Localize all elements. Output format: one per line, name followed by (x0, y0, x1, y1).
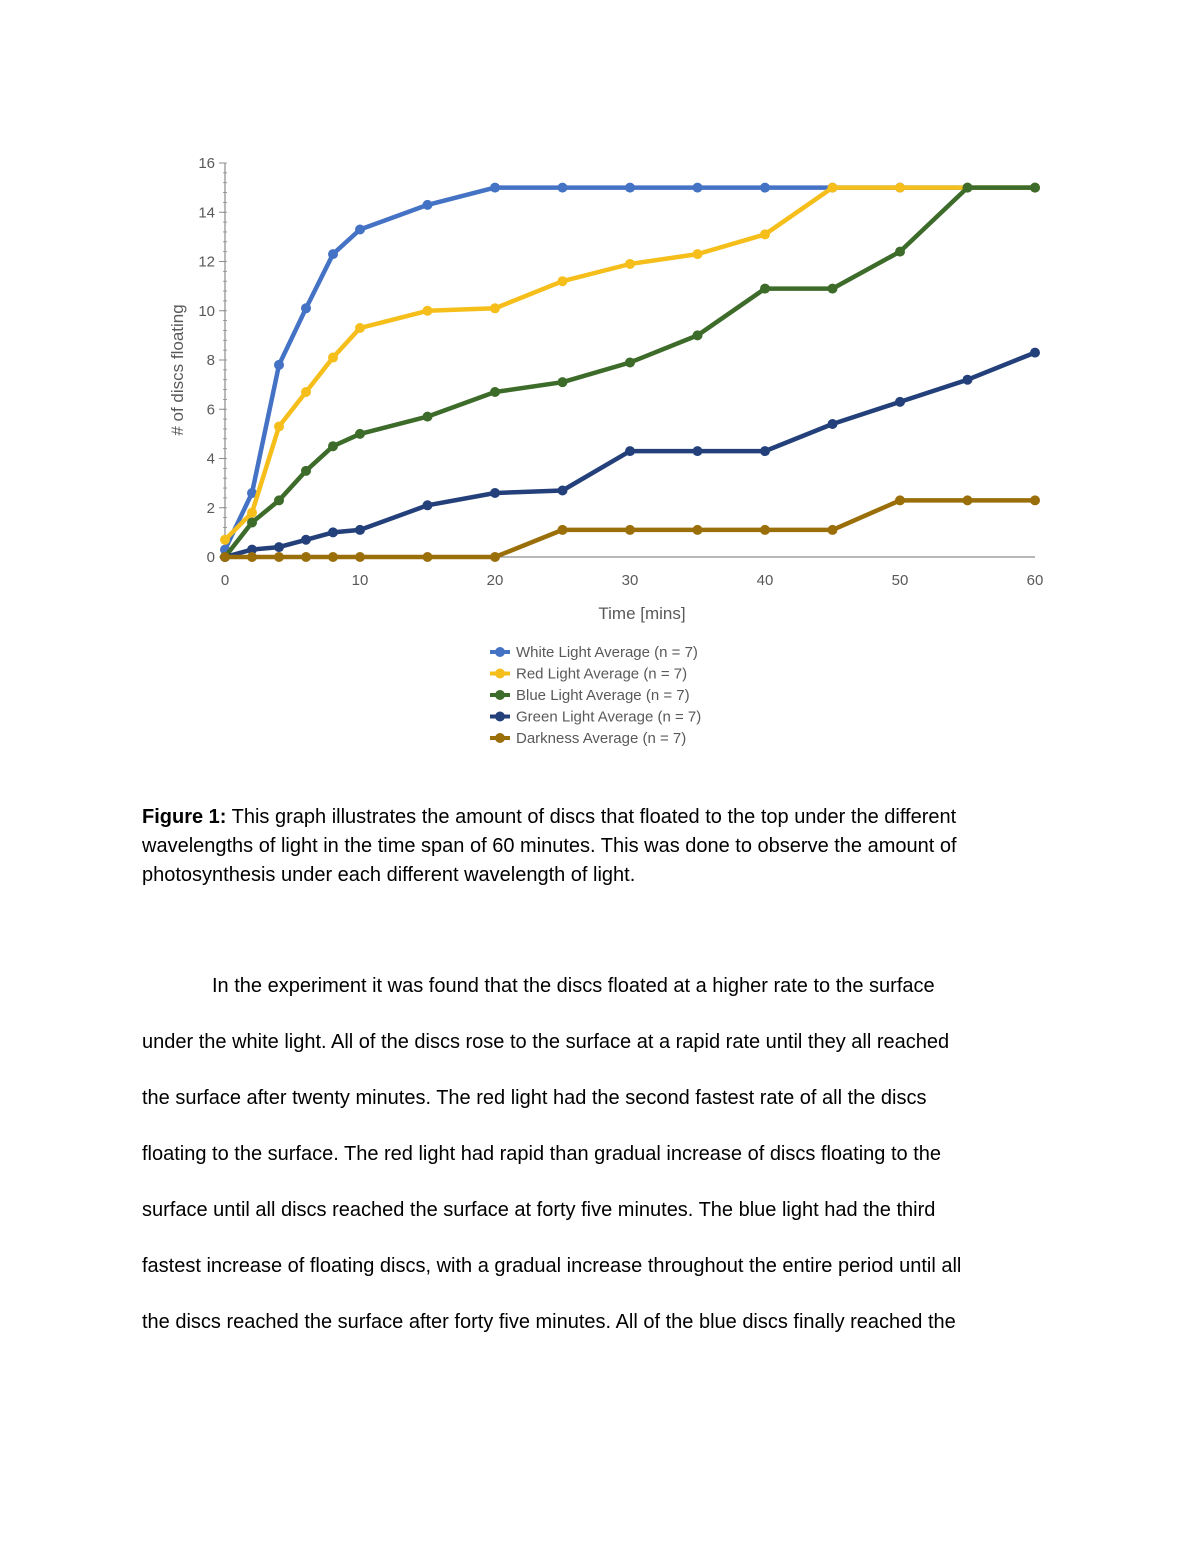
legend-swatch-marker (495, 647, 505, 657)
data-point (760, 183, 770, 193)
data-point (625, 446, 635, 456)
data-point (1030, 348, 1040, 358)
data-point (490, 488, 500, 498)
data-point (490, 387, 500, 397)
legend-label: Blue Light Average (n = 7) (516, 687, 690, 704)
data-point (828, 419, 838, 429)
data-point (423, 306, 433, 316)
legend-item (490, 709, 701, 726)
data-point (355, 429, 365, 439)
data-point (328, 552, 338, 562)
data-point (558, 486, 568, 496)
data-point (247, 508, 257, 518)
chart-legend (490, 644, 701, 747)
body-line: the discs reached the surface after forty five minutes. All of the blue discs finally reached the (142, 1311, 956, 1333)
legend-item (490, 687, 690, 704)
legend-swatch-marker (495, 733, 505, 743)
data-point (693, 330, 703, 340)
data-point (625, 183, 635, 193)
x-tick-label: 20 (486, 572, 504, 589)
data-point (274, 421, 284, 431)
body-line: under the white light. All of the discs rose to the surface at a rapid rate until they all reached (142, 1031, 950, 1053)
x-axis-title: Time [mins] (598, 604, 686, 623)
legend-label: Darkness Average (n = 7) (516, 730, 687, 747)
y-tick-label: 0 (206, 549, 215, 566)
data-point (1030, 495, 1040, 505)
chart-series (220, 183, 1040, 562)
data-point (490, 183, 500, 193)
legend-item (490, 730, 686, 747)
data-point (247, 518, 257, 528)
y-axis-title: # of discs floating (168, 304, 187, 436)
data-point (301, 535, 311, 545)
data-point (423, 552, 433, 562)
data-point (328, 441, 338, 451)
data-point (895, 247, 905, 257)
data-point (693, 525, 703, 535)
y-tick-label: 2 (206, 499, 215, 517)
data-point (828, 284, 838, 294)
data-point (693, 249, 703, 259)
legend-swatch-marker (495, 712, 505, 722)
data-point (1030, 183, 1040, 193)
data-point (274, 360, 284, 370)
data-point (301, 303, 311, 313)
data-point (828, 525, 838, 535)
data-point (328, 527, 338, 537)
data-point (274, 552, 284, 562)
legend-item (490, 644, 698, 661)
y-tick-label: 8 (206, 352, 215, 369)
data-point (328, 353, 338, 363)
data-point (760, 229, 770, 239)
x-tick-label: 40 (756, 572, 774, 589)
x-tick-label: 50 (891, 572, 909, 589)
discs-floating-line-chart (150, 140, 1070, 760)
chart-axes (168, 155, 1043, 623)
x-tick-label: 30 (621, 572, 639, 589)
series-4 (220, 495, 1040, 562)
data-point (558, 183, 568, 193)
data-point (220, 535, 230, 545)
data-point (760, 284, 770, 294)
data-point (558, 276, 568, 286)
y-tick-label: 4 (206, 450, 215, 468)
legend-label: White Light Average (n = 7) (516, 644, 698, 661)
data-point (963, 495, 973, 505)
data-point (274, 542, 284, 552)
data-point (693, 183, 703, 193)
body-line: the surface after twenty minutes. The red light had the second fastest rate of all the discs (142, 1087, 927, 1109)
caption-text: This graph illustrates the amount of discs that floated to the top under the different wavelengths of light in the time span of 60 minutes. This was done to observe the amount of photosynthesis under each different wavelength of light. (142, 806, 957, 886)
y-tick-label: 6 (206, 401, 215, 419)
data-point (355, 525, 365, 535)
data-point (895, 495, 905, 505)
body-paragraph (142, 968, 1062, 1360)
data-point (490, 552, 500, 562)
legend-item (490, 666, 687, 683)
data-point (355, 323, 365, 333)
data-point (963, 183, 973, 193)
data-point (760, 525, 770, 535)
legend-label: Red Light Average (n = 7) (516, 665, 688, 683)
data-point (625, 525, 635, 535)
x-tick-label: 10 (351, 572, 369, 589)
data-point (274, 495, 284, 505)
data-point (895, 397, 905, 407)
data-point (828, 183, 838, 193)
data-point (355, 552, 365, 562)
caption-label: Figure 1: (142, 806, 227, 828)
data-point (490, 303, 500, 313)
legend-label: Green Light Average (n = 7) (516, 708, 702, 726)
data-point (625, 259, 635, 269)
legend-swatch-marker (495, 690, 505, 700)
data-point (301, 387, 311, 397)
data-point (558, 377, 568, 387)
data-point (328, 249, 338, 259)
legend-swatch-marker (495, 669, 505, 679)
data-point (301, 552, 311, 562)
data-point (625, 357, 635, 367)
y-tick-label: 10 (198, 302, 215, 320)
data-point (220, 552, 230, 562)
body-line: surface until all discs reached the surface at forty five minutes. The blue light had the third (142, 1199, 936, 1221)
body-line: floating to the surface. The red light had rapid than gradual increase of discs floating to the (142, 1143, 942, 1165)
data-point (423, 412, 433, 422)
data-point (895, 183, 905, 193)
y-tick-label: 16 (198, 155, 215, 172)
x-tick-label: 0 (220, 572, 230, 589)
figure-caption (142, 803, 1057, 890)
data-point (423, 200, 433, 210)
data-point (423, 500, 433, 510)
body-line: In the experiment it was found that the discs floated at a higher rate to the surface (212, 975, 935, 997)
data-point (963, 375, 973, 385)
data-point (355, 224, 365, 234)
series-2 (220, 183, 1040, 562)
y-tick-label: 12 (198, 253, 215, 271)
data-point (693, 446, 703, 456)
data-point (301, 466, 311, 476)
data-point (247, 552, 257, 562)
body-line: fastest increase of floating discs, with a gradual increase throughout the entire period until all (142, 1255, 962, 1277)
y-tick-label: 14 (198, 204, 215, 222)
data-point (760, 446, 770, 456)
data-point (558, 525, 568, 535)
x-tick-label: 60 (1026, 572, 1044, 589)
